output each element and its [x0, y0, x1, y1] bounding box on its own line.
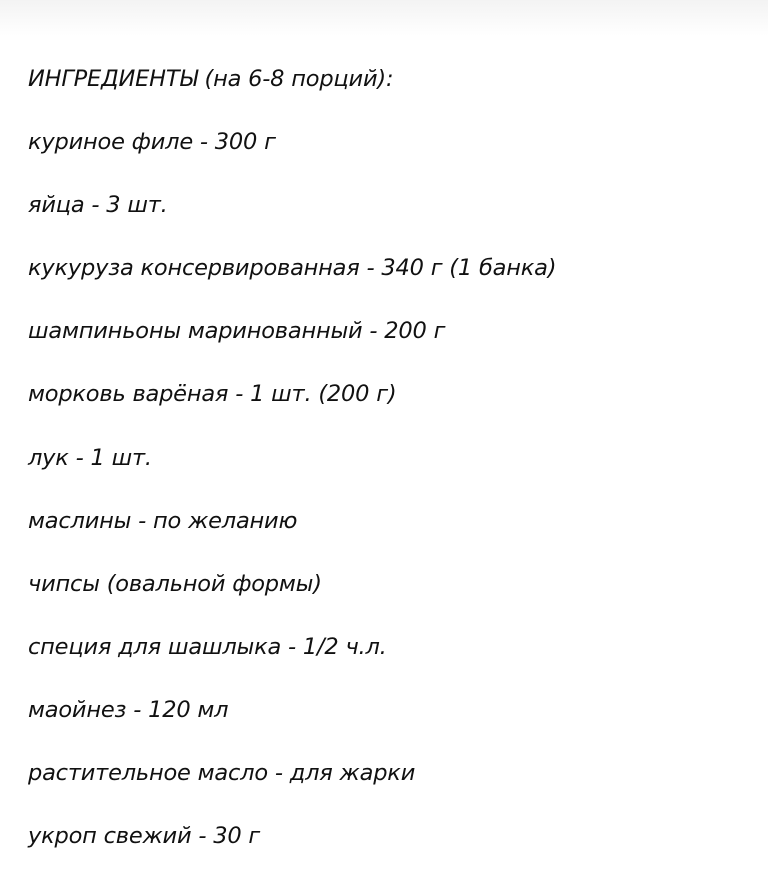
ingredient-line: растительное масло - для жарки: [28, 760, 416, 787]
ingredient-line: морковь варёная - 1 шт. (200 г): [28, 381, 397, 408]
ingredient-line: яйца - 3 шт.: [28, 192, 168, 219]
ingredient-line: маойнез - 120 мл: [28, 696, 229, 723]
ingredient-line: специя для шашлыка - 1/2 ч.л.: [28, 633, 387, 660]
ingredient-line: лук - 1 шт.: [28, 444, 152, 471]
ingredients-heading: ИНГРЕДИЕНТЫ (на 6-8 порций):: [28, 66, 394, 92]
ingredients-document: [28, 61, 748, 881]
top-shadow: [0, 0, 768, 36]
ingredient-line: шампиньоны маринованный - 200 г: [28, 318, 446, 345]
ingredient-line: укроп свежий - 30 г: [28, 823, 261, 850]
ingredient-line: маслины - по желанию: [28, 507, 298, 534]
ingredient-line: кукуруза консервированная - 340 г (1 банка): [28, 255, 557, 282]
ingredient-line: куриное филе - 300 г: [28, 129, 276, 156]
ingredient-line: чипсы (овальной формы): [28, 570, 322, 597]
